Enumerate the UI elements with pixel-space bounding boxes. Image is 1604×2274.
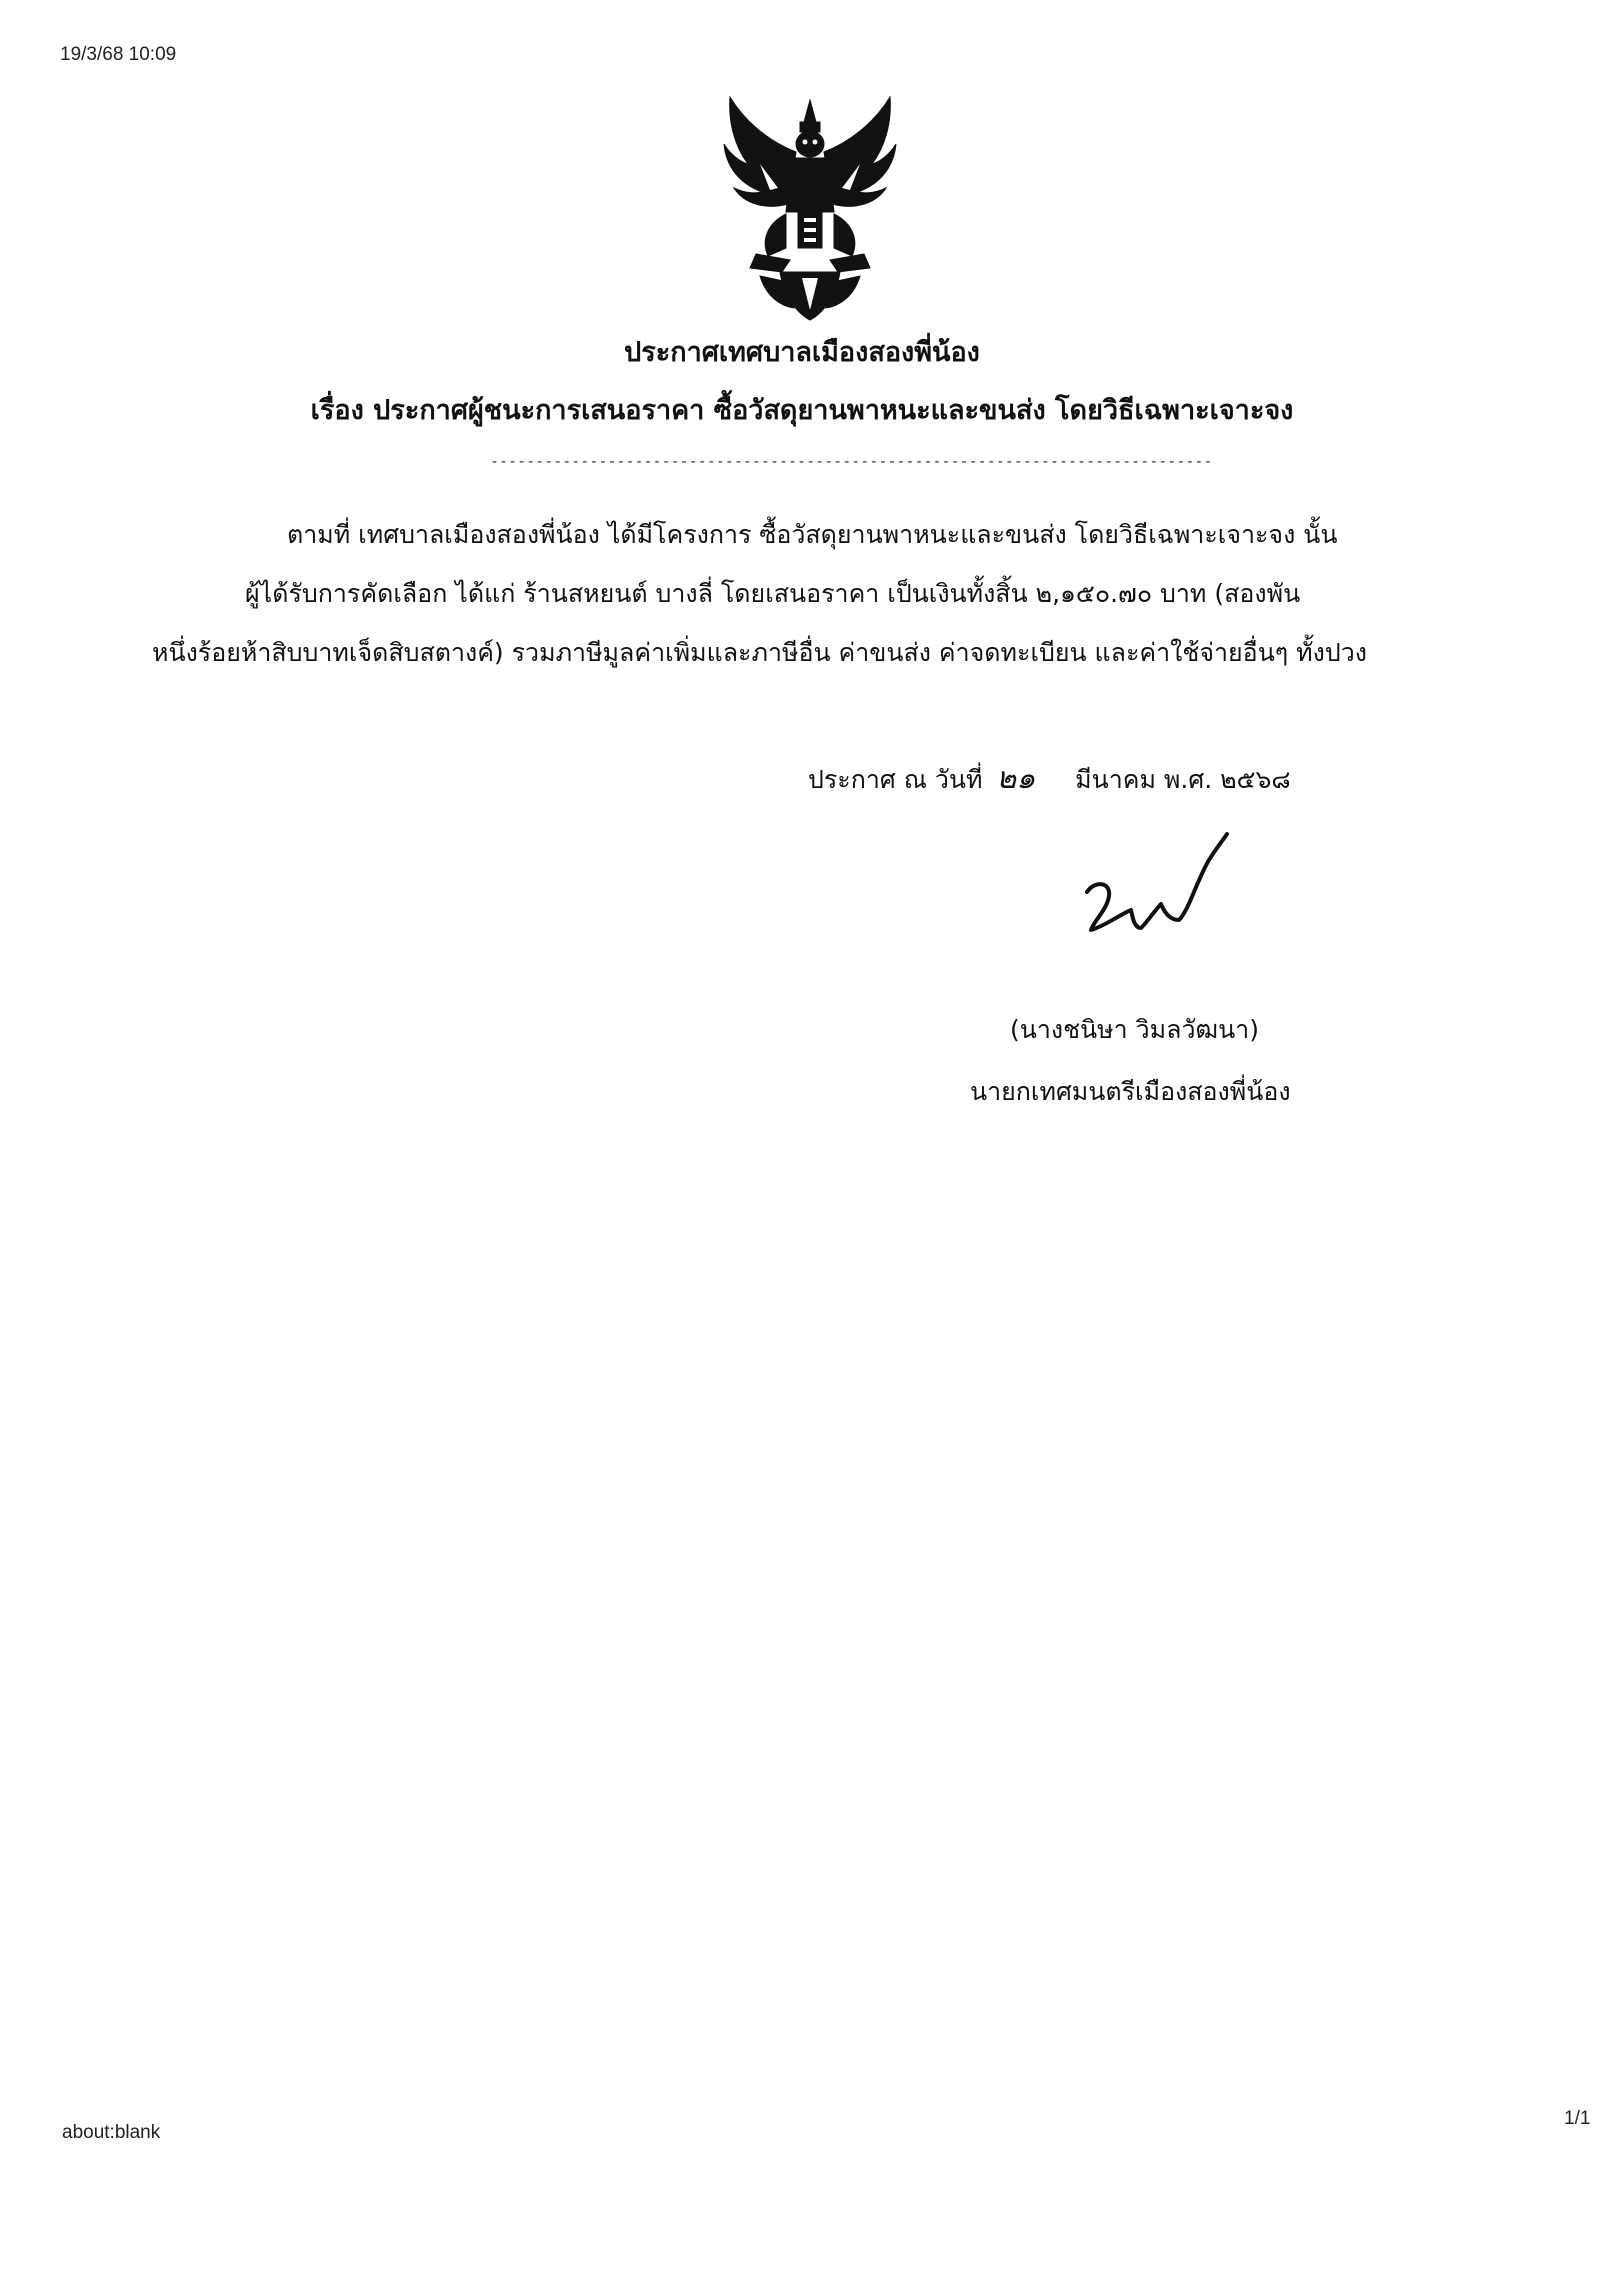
- date-prefix: ประกาศ ณ วันที่: [808, 765, 983, 794]
- signer-position: นายกเทศมนตรีเมืองสองพี่น้อง: [970, 1077, 1291, 1106]
- announcement-date: [808, 755, 1291, 802]
- print-footer-page-number: 1/1: [1564, 2108, 1591, 2129]
- announcement-title: ประกาศเทศบาลเมืองสองพี่น้อง: [624, 337, 980, 368]
- garuda-emblem-icon: [700, 92, 920, 324]
- print-datetime: 19/3/68 10:09: [60, 44, 177, 65]
- print-footer-url: about:blank: [62, 2122, 161, 2143]
- body-line-3: หนึ่งร้อยห้าสิบบาทเจ็ดสิบสตางค์) รวมภาษีมูลค่าเพิ่มและภาษีอื่น ค่าขนส่ง ค่าจดทะเบียน และค่าใช้จ่ายอื่นๆ ทั้งปวง: [152, 638, 1367, 667]
- signer-name: (นางชนิษา วิมลวัฒนา): [1010, 1015, 1259, 1044]
- handwritten-signature-icon: [1075, 830, 1245, 960]
- body-line-1: ตามที่ เทศบาลเมืองสองพี่น้อง ได้มีโครงการ ซื้อวัสดุยานพาหนะและขนส่ง โดยวิธีเฉพาะเจาะจง นั้น: [287, 520, 1338, 549]
- announcement-subject: เรื่อง ประกาศผู้ชนะการเสนอราคา ซื้อวัสดุยานพาหนะและขนส่ง โดยวิธีเฉพาะเจาะจง: [310, 395, 1294, 426]
- date-day: ๒๑: [996, 761, 1036, 796]
- title-separator: --------------------------------------------------------------------------------: [490, 452, 1213, 470]
- body-line-2: ผู้ได้รับการคัดเลือก ได้แก่ ร้านสหยนต์ บางลี่ โดยเสนอราคา เป็นเงินทั้งสิ้น ๒,๑๕๐.๗๐ บาท (สองพัน: [245, 579, 1301, 608]
- date-month-year: มีนาคม พ.ศ. ๒๕๖๘: [1075, 765, 1291, 794]
